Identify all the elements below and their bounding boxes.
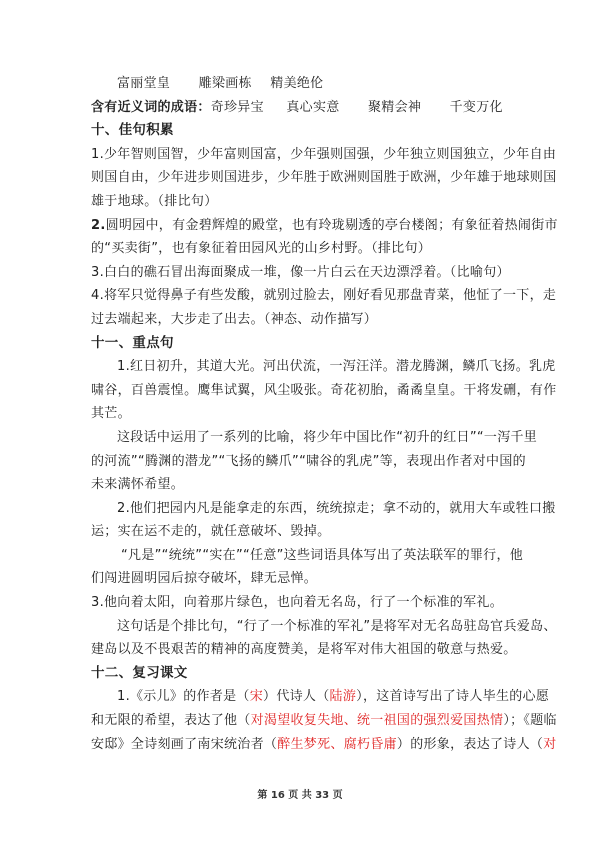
review-text: 1.《示儿》的作者是（: [117, 689, 250, 705]
idiom: 精美绝伦: [270, 76, 324, 91]
explanation-line: 的河流”“腾渊的潜龙”“飞扬的鳞爪”“啸谷的乳虎”等，表现出作者对中国的: [91, 453, 526, 469]
sentence-line: [91, 214, 558, 238]
section-heading-12: 十二、复习课文: [91, 664, 188, 681]
sentence-line: 的“买卖街”，也有象征着田园风光的山乡村野。（排比句）: [91, 241, 432, 257]
sentence-line: 3.白白的礁石冒出海面聚成一堆，像一片白云在天边漂浮着。（比喻句）: [91, 264, 510, 280]
key-sentence-line: 运；实在运不走的，就任意破坏、毁掉。: [91, 524, 331, 540]
answer-text: 对渴望收复失地、统一祖国的强烈爱国热情: [250, 713, 504, 729]
review-text: ），这首诗写出了诗人毕生的心愿: [356, 689, 550, 705]
review-text: 和无限的希望，表达了他（: [91, 713, 251, 729]
section-heading-11: 十一、重点句: [91, 334, 174, 351]
explanation-line: 这句话是个排比句，“行了一个标准的军礼”是将军对无名岛驻岛官兵爱岛、: [117, 618, 557, 634]
review-text: 安邸》全诗刻画了南宋统治者（: [91, 736, 278, 752]
key-sentence-line: 1.红日初升，其道大光。河出伏流，一泻汪洋。潜龙腾渊，鳞爪飞扬。乳虎: [117, 359, 556, 375]
idiom: 千变万化: [449, 99, 503, 115]
review-text: ）的形象，表达了诗人（: [396, 736, 544, 752]
key-sentence-line: 其芒。: [91, 406, 131, 422]
review-line: [91, 685, 550, 709]
answer-text: 陆游: [329, 689, 357, 705]
idiom: 奇珍异宝: [210, 99, 264, 115]
document-page: [91, 72, 558, 756]
key-sentence-line: 2.他们把园内凡是能拿走的东西，统统掠走；拿不动的，就用大车或牲口搬: [117, 500, 556, 516]
explanation-line: 这段话中运用了一系列的比喻，将少年中国比作“初升的红日”“一泻千里: [117, 429, 538, 445]
idiom: 聚精会神: [367, 99, 422, 115]
key-sentence-line: 3.他向着太阳，向着那片绿色，也向着无名岛，行了一个标准的军礼。: [91, 595, 504, 611]
sentence-line: 过去端起来，大步走了出去。（神态、动作描写）: [91, 311, 378, 327]
review-line: [91, 709, 557, 733]
answer-text: 醉生梦死、腐朽昏庸: [277, 736, 397, 752]
review-text: ）；《题临: [503, 713, 557, 729]
idiom: 富丽堂皇: [117, 76, 171, 91]
idiom-line: [91, 72, 531, 96]
idiom: 雕梁画栋: [198, 76, 252, 91]
synonym-idiom-line: [91, 96, 531, 120]
item-number: 2.: [91, 217, 106, 233]
review-text: ）代诗人（: [263, 689, 330, 705]
sentence-line: 4.将军只觉得鼻子有些发酸，就别过脸去，刚好看见那盘青菜，他怔了一下，走: [91, 288, 557, 304]
sentence-line: 雄于地球。（排比句）: [91, 193, 218, 209]
answer-text: 对: [543, 736, 557, 752]
explanation-line: 建岛以及不畏艰苦的精神的高度赞美，是将军对伟大祖国的敬意与热爱。: [91, 642, 517, 658]
explanation-line: “凡是”“统统”“实在”“任意”这些词语具体写出了英法联军的罪行，他: [121, 547, 524, 563]
sentence-line: 1.少年智则国智，少年富则国富，少年强则国强，少年独立则国独立，少年自由: [91, 146, 557, 162]
answer-text: 宋: [249, 689, 264, 705]
sentence-line: 则国自由，少年进步则国进步，少年胜于欧洲则国胜于欧洲，少年雄于地球则国: [91, 170, 557, 186]
explanation-line: 未来满怀希望。: [91, 477, 185, 493]
idiom: 真心实意: [286, 99, 340, 115]
synonym-label: 含有近义词的成语：: [91, 99, 211, 115]
sentence-text: 圆明园中，有金碧辉煌的殿堂，也有玲珑剔透的亭台楼阁；有象征着热闹街市: [105, 217, 558, 233]
review-line: [91, 733, 557, 757]
section-heading-10: 十、佳句积累: [91, 122, 174, 139]
page-number-footer: 第 16 页 共 33 页: [257, 790, 343, 801]
key-sentence-line: 啸谷，百兽震惶。鹰隼试翼，风尘吸张。奇花初胎，矞矞皇皇。干将发硎，有作: [91, 382, 557, 398]
explanation-line: 们闯进圆明园后掠夺破坏，肆无忌惮。: [91, 571, 318, 587]
